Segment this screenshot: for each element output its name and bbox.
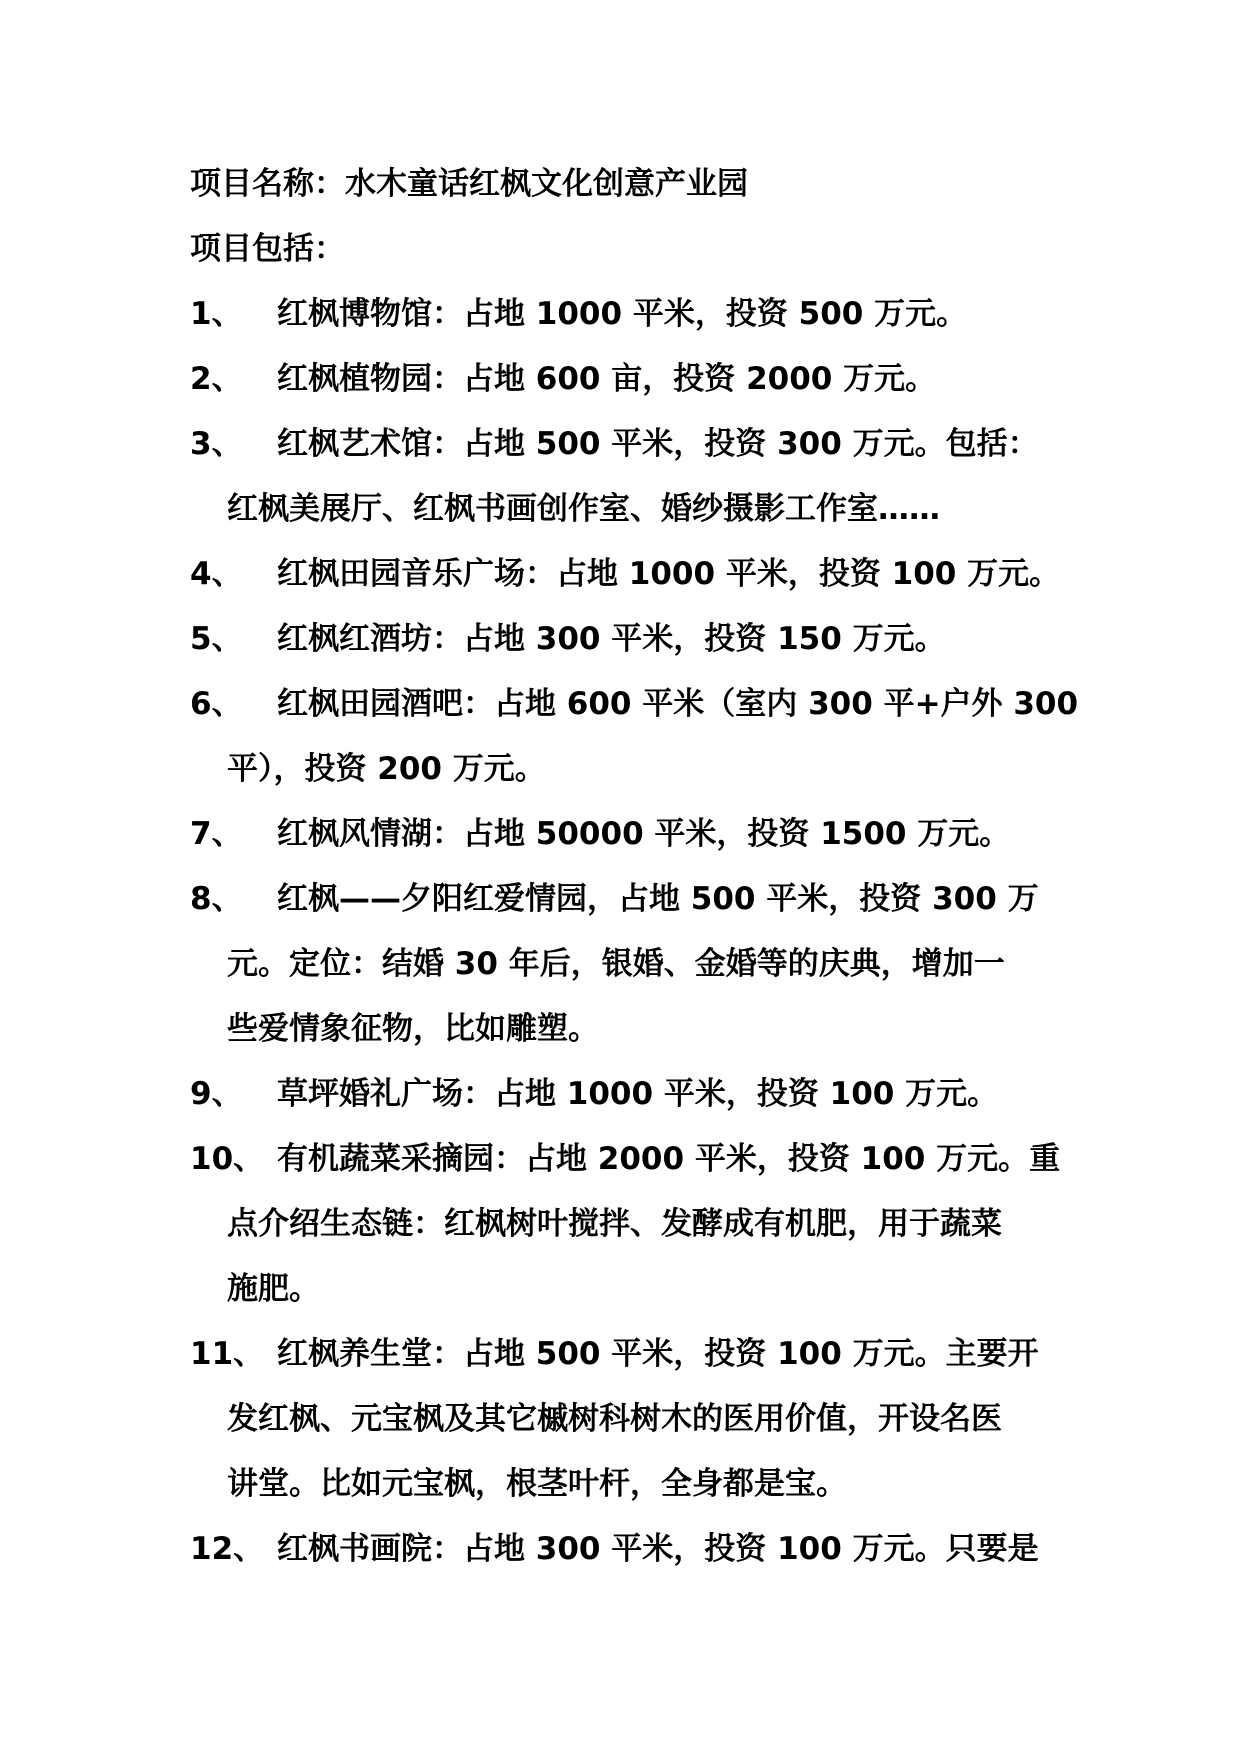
list-item (0, 1517, 1241, 1581)
project-title: 项目名称：水木童话红枫文化创意产业园 (190, 166, 748, 202)
item-number: 4、 (190, 556, 243, 592)
item-number: 1、 (190, 296, 243, 332)
item-number: 10、 (190, 1141, 265, 1177)
item-text: 草坪婚礼广场：占地 1000 平米，投资 100 万元。 (277, 1076, 999, 1112)
item-number: 5、 (190, 621, 243, 657)
list-item (0, 1127, 1241, 1191)
item-number: 11、 (190, 1336, 265, 1372)
list-item (0, 802, 1241, 866)
project-includes-label: 项目包括： (190, 231, 345, 267)
item-continuation: 平），投资 200 万元。 (227, 751, 546, 787)
list-item (0, 867, 1241, 931)
item-text: 红枫养生堂：占地 500 平米，投资 100 万元。主要开 (277, 1336, 1039, 1372)
item-continuation: 施肥。 (227, 1271, 320, 1307)
list-item (0, 412, 1241, 476)
item-continuation: 红枫美展厅、红枫书画创作室、婚纱摄影工作室…… (227, 491, 940, 527)
list-item (0, 607, 1241, 671)
list-item (0, 282, 1241, 346)
item-continuation: 发红枫、元宝枫及其它槭树科树木的医用价值，开设名医 (227, 1401, 1002, 1437)
item-number: 3、 (190, 426, 243, 462)
item-text: 红枫书画院：占地 300 平米，投资 100 万元。只要是 (277, 1531, 1039, 1567)
item-continuation: 些爱情象征物，比如雕塑。 (227, 1011, 599, 1047)
item-number: 12、 (190, 1531, 265, 1567)
item-text: 红枫——夕阳红爱情园，占地 500 平米，投资 300 万 (277, 881, 1039, 917)
item-text: 红枫田园酒吧：占地 600 平米（室内 300 平+户外 300 (277, 686, 1079, 722)
item-continuation: 点介绍生态链：红枫树叶搅拌、发酵成有机肥，用于蔬菜 (227, 1206, 1002, 1242)
item-number: 9、 (190, 1076, 243, 1112)
item-continuation: 元。定位：结婚 30 年后，银婚、金婚等的庆典，增加一 (227, 946, 1005, 982)
item-text: 红枫风情湖：占地 50000 平米，投资 1500 万元。 (277, 816, 1011, 852)
item-number: 8、 (190, 881, 243, 917)
item-text: 有机蔬菜采摘园：占地 2000 平米，投资 100 万元。重 (277, 1141, 1061, 1177)
item-text: 红枫田园音乐广场：占地 1000 平米，投资 100 万元。 (277, 556, 1061, 592)
item-text: 红枫艺术馆：占地 500 平米，投资 300 万元。包括： (277, 426, 1039, 462)
list-item (0, 1062, 1241, 1126)
item-number: 7、 (190, 816, 243, 852)
list-item (0, 542, 1241, 606)
item-number: 6、 (190, 686, 243, 722)
item-text: 红枫植物园：占地 600 亩，投资 2000 万元。 (277, 361, 937, 397)
item-text: 红枫博物馆：占地 1000 平米，投资 500 万元。 (277, 296, 968, 332)
item-text: 红枫红酒坊：占地 300 平米，投资 150 万元。 (277, 621, 946, 657)
item-continuation: 讲堂。比如元宝枫，根茎叶杆，全身都是宝。 (227, 1466, 847, 1502)
list-item (0, 347, 1241, 411)
list-item (0, 672, 1241, 736)
item-number: 2、 (190, 361, 243, 397)
list-item (0, 1322, 1241, 1386)
